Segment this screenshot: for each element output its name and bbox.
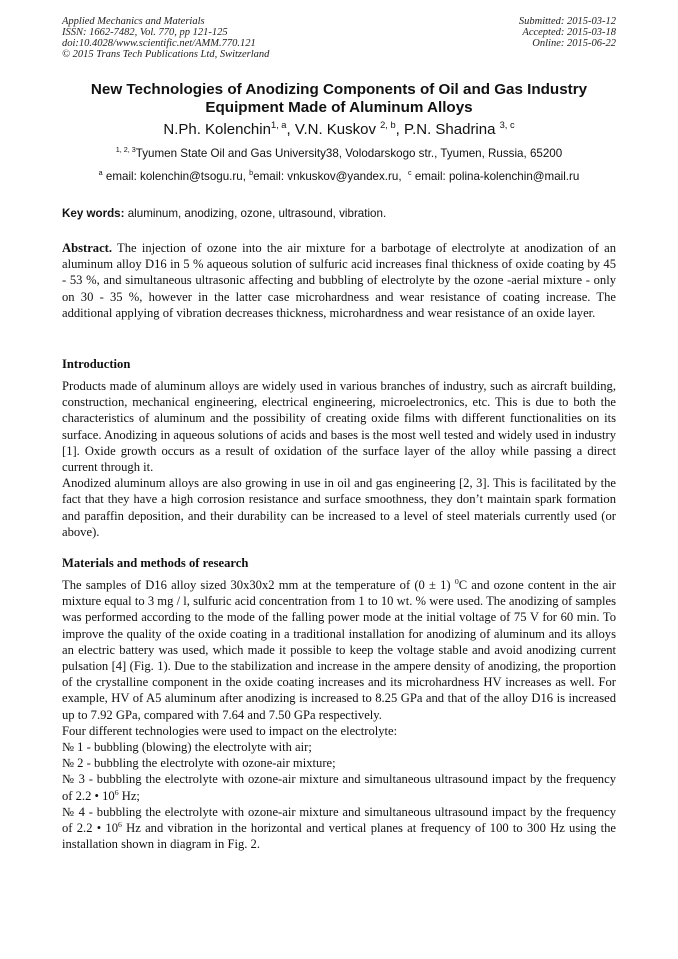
list-item-text: Hz and vibration in the horizontal and vertical planes at frequency of 100 to 300 Hz using the installation shown in diagram in Fig. 2. xyxy=(62,821,616,852)
author-list: N.Ph. Kolenchin$^{1, a}$, V.N. Kuskov $^{2, b}$, P.N. Shadrina $^{3, c}$ xyxy=(163,120,515,138)
exponent: 6 xyxy=(118,819,122,829)
list-item: № 2 - bubbling the electrolyte with ozone-air mixture; xyxy=(62,756,336,771)
copyright-line: © 2015 Trans Tech Publications Ltd, Switzerland xyxy=(62,49,270,60)
accepted-date: Accepted: 2015-03-18 xyxy=(522,27,616,38)
paragraph: Four different technologies were used to impact on the electrolyte: xyxy=(62,723,398,738)
paragraph: Products made of aluminum alloys are widely used in various branches of industry, such as aircraft building, construction, mechanical engineering, electrical engineering, microelectronics, etc. This is due to both the characteristics of aluminum and the possibility of creating oxide films with different functionalities on its surface. Anodizing in aqueous solutions of acids and bases is the most well tested and widely used in industry [1]. Oxide growth occurs as a result of oxidation of the surface layer of the alloy while passing a direct current through it. xyxy=(62,379,616,475)
list-item xyxy=(62,804,616,853)
materials-section xyxy=(62,577,616,852)
list-item-text: № 3 - bubbling the electrolyte with ozone-air mixture and simultaneous ultrasound impact by the frequency of 2.2 • 10 xyxy=(62,772,616,803)
author-affiliation-mark: 3, c xyxy=(499,120,515,130)
email-list xyxy=(62,170,616,184)
author-affiliation-mark: 1, a xyxy=(270,120,287,130)
affiliation xyxy=(62,147,616,161)
email-text: email: kolenchin@tsogu.ru, xyxy=(105,170,246,183)
keywords xyxy=(62,207,616,221)
list-item xyxy=(62,771,616,803)
submitted-date: Submitted: 2015-03-12 xyxy=(518,16,616,27)
publication-info xyxy=(62,16,269,60)
online-date: Online: 2015-06-22 xyxy=(532,38,616,49)
exponent: 6 xyxy=(114,787,119,797)
email-mark: a xyxy=(98,168,103,178)
email-mark: b xyxy=(249,168,254,178)
list-item: № 1 - bubbling (blowing) the electrolyte with air; xyxy=(62,740,312,755)
paragraph-text: C and ozone content in the air mixture equal to 3 mg / l, sulfuric acid concentration from 1 to 10 wt. % were used. The anodizing of samples was performed according to the mode of the falling power mode at the initial voltage of 75 V for 60 min. To improve the quality of the oxide coating in a traditional installation for anodizing of aluminum and its alloys an electric battery was used, which made it possible to keep the voltage stable and avoid anodizing current pulsation [4] (Fig. 1). Due to the stabilization and increase in the ampere density of anodizing, the proportion of the crystalline component in the oxide coating increases and its microhardness HV increases as well. For example, HV of A5 aluminum after anodizing is increased to 8.25 GPa and that of the alloy D16 is increased up to 7.92 GPa, compared with 7.64 and 7.50 GPa respectively. xyxy=(62,578,617,722)
list-item-text: № 4 - bubbling the electrolyte with ozone-air mixture and simultaneous ultrasound impact by the frequency of 2.2 • 10 xyxy=(62,804,616,836)
author-name: P.N. Shadrina xyxy=(404,121,496,138)
affiliation-mark: 1, 2, 3 xyxy=(115,145,136,155)
materials-heading: Materials and methods of research xyxy=(62,556,249,570)
email-text: email: vnkuskov@yandex.ru, xyxy=(253,170,402,183)
email-text: email: polina-kolenchin@mail.ru xyxy=(414,170,580,183)
paragraph-text: The samples of D16 alloy sized 30x30x2 mm at the temperature of (0 ± 1) xyxy=(62,578,455,592)
list-item-text: Hz; xyxy=(118,788,140,803)
author-name: V.N. Kuskov xyxy=(294,121,376,138)
author-affiliation-mark: 2, b xyxy=(380,120,396,130)
degree-superscript: 0 xyxy=(454,576,459,586)
publication-dates xyxy=(519,16,616,49)
keywords-text: aluminum, anodizing, ozone, ultrasound, vibration. xyxy=(127,207,387,220)
author-name: N.Ph. Kolenchin xyxy=(163,121,271,138)
email-mark: c xyxy=(408,168,412,178)
paragraph xyxy=(62,577,616,723)
issn-line: ISSN: 1662-7482, Vol. 770, pp 121-125 xyxy=(62,27,228,38)
paragraph: Anodized aluminum alloys are also growing in use in oil and gas engineering [2, 3]. This is facilitated by the fact that they have a high corrosion resistance and surface smoothness, they don’t maintain spark formation and paraffin deposition, and their durability can be increased to a level of steel materials currently used (or above). xyxy=(62,476,616,539)
introduction-section xyxy=(62,378,616,540)
abstract-text: The injection of ozone into the air mixture for a barbotage of electrolyte at anodization of an aluminum alloy D16 in 5 % aqueous solution of sulfuric acid increases final thickness of oxide coating by 45 - 53 %, and simultaneous ultrasonic affecting and bubbling of electrolyte by the ozone -aerial mixture - only on 30 - 35 %, however in the latter case microhardness and wear resistance of coating increase. The additional applying of vibration decreases thickness, microhardness and wear resistance of an oxide layer. xyxy=(62,241,616,320)
journal-name: Applied Mechanics and Materials xyxy=(62,16,205,27)
affiliation-text: Tyumen State Oil and Gas University38, Volodarskogo str., Tyumen, Russia, 65200 xyxy=(135,147,563,160)
keywords-label: Key words: xyxy=(62,207,125,220)
introduction-heading: Introduction xyxy=(62,357,131,371)
doi-line: doi:10.4028/www.scientific.net/AMM.770.121 xyxy=(62,38,256,49)
abstract-label: Abstract. xyxy=(62,241,113,255)
paper-title: New Technologies of Anodizing Components of Oil and Gas Industry Equipment Made of Aluminum Alloys xyxy=(90,81,588,116)
abstract xyxy=(62,240,616,321)
